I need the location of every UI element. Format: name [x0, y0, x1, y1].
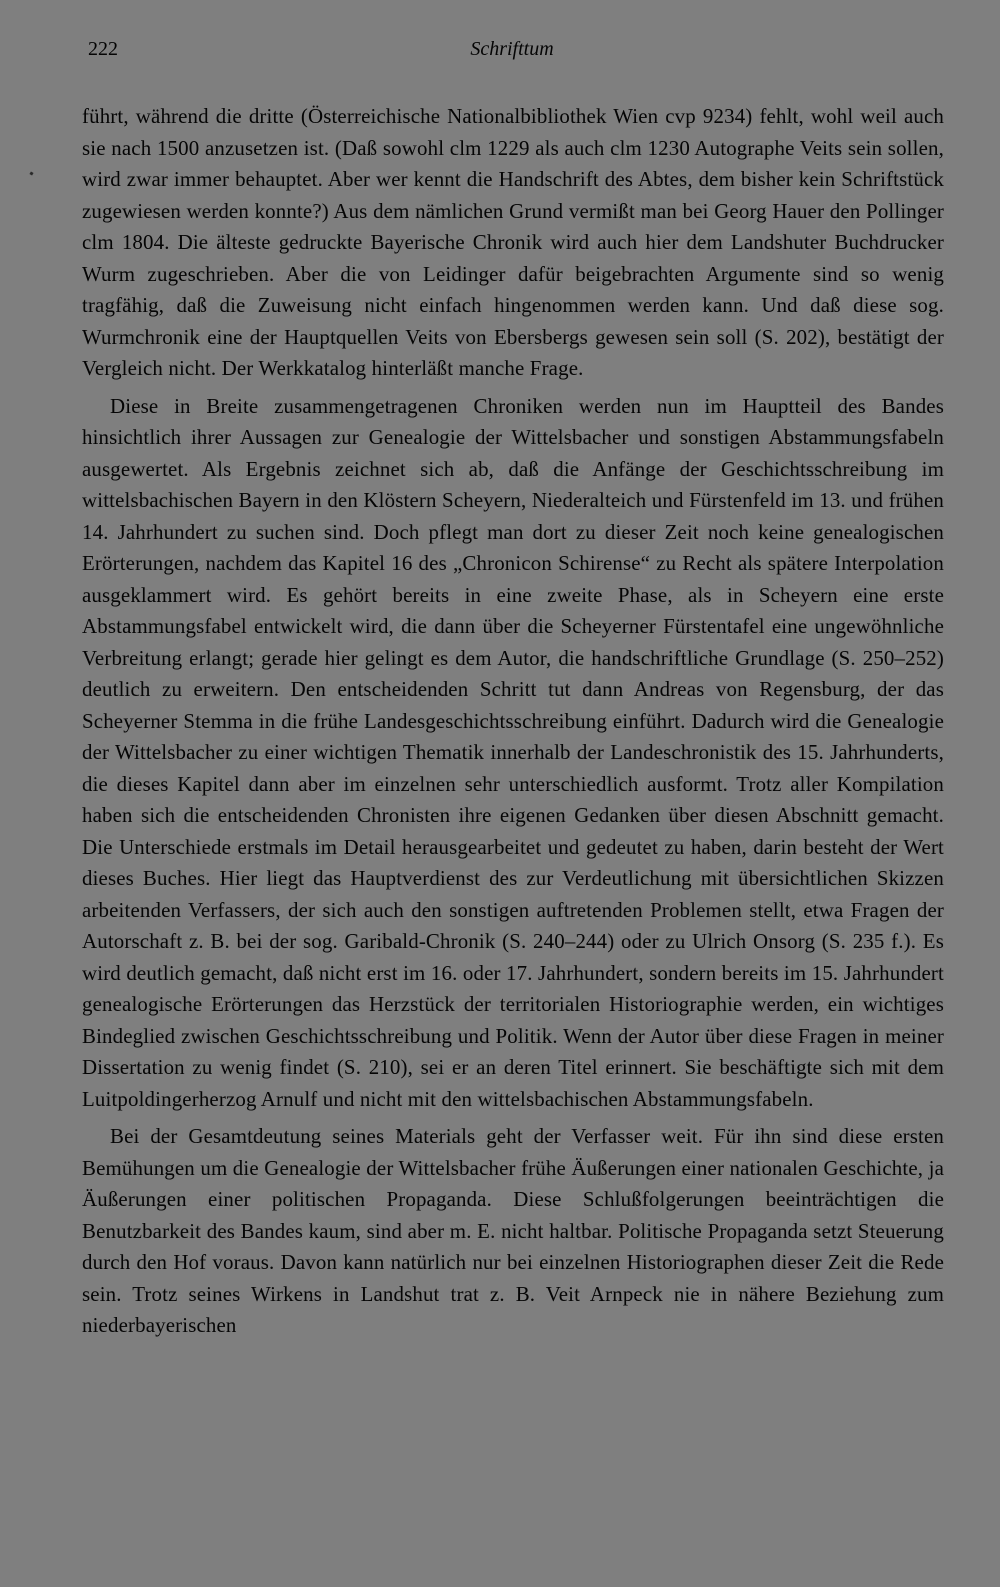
paragraph: führt, während die dritte (Österreichische Nationalbibliothek Wien cvp 9234) fehlt, wohl weil auch sie nach 1500 anzusetzen ist. (Daß sowohl clm 1229 als auch clm 1230 Autographe Veits sein sollen, wird zwar immer behauptet. Aber wer kennt die Handschrift des Abtes, dem bisher kein Schriftstück zugewiesen werden konnte?) Aus dem nämlichen Grund vermißt man bei Georg Hauer den Pollinger clm 1804. Die älteste gedruckte Bayerische Chronik wird auch hier dem Landshuter Buchdrucker Wurm zugeschrieben. Aber die von Leidinger dafür beigebrachten Argumente sind so wenig tragfähig, daß die Zuweisung nicht einfach hingenommen werden kann. Und daß diese sog. Wurmchronik eine der Hauptquellen Veits von Ebersbergs gewesen sein soll (S. 202), bestätigt der Vergleich nicht. Der Werkkatalog hinterläßt manche Frage.: [82, 104, 944, 380]
running-head: [82, 34, 942, 66]
paragraph: Bei der Gesamtdeutung seines Materials geht der Verfasser weit. Für ihn sind diese ersten Bemühungen um die Genealogie der Wittelsbacher frühe Äußerungen einer nationalen Geschichte, ja Äußerungen einer politischen Propaganda. Diese Schlußfolgerungen beeinträchtigen die Benutzbarkeit des Bandes kaum, sind aber m. E. nicht haltbar. Politische Propaganda setzt Steuerung durch den Hof voraus. Davon kann natürlich nur bei einzelnen Historiographen dieser Zeit die Rede sein. Trotz seines Wirkens in Landshut trat z. B. Veit Arnpeck nie in nähere Beziehung zum niederbayerischen: [82, 1124, 944, 1337]
running-title: Schrifttum: [470, 38, 554, 60]
scan-speck: [29, 171, 33, 175]
page-number: 222: [88, 38, 118, 60]
paragraph: Diese in Breite zusammengetragenen Chroniken werden nun im Hauptteil des Bandes hinsichtlich ihrer Aussagen zur Genealogie der Wittelsbacher und sonstigen Abstammungsfabeln ausgewertet. Als Ergebnis zeichnet sich ab, daß die Anfänge der Geschichtsschreibung im wittelsbachischen Bayern in den Klöstern Scheyern, Niederalteich und Fürstenfeld im 13. und frühen 14. Jahrhundert zu suchen sind. Doch pflegt man dort zu dieser Zeit noch keine genealogischen Erörterungen, nachdem das Kapitel 16 des „Chronicon Schirense“ zu Recht als spätere Interpolation ausgeklammert wird. Es gehört bereits in eine zweite Phase, als in Scheyern eine erste Abstammungsfabel entwickelt wird, die dann über die Scheyerner Fürstentafel eine ungewöhnliche Verbreitung erlangt; gerade hier gelingt es dem Autor, die handschriftliche Grundlage (S. 250–252) deutlich zu erweitern. Den entscheidenden Schritt tut dann Andreas von Regensburg, der das Scheyerner Stemma in die frühe Landesgeschichtsschreibung einführt. Dadurch wird die Genealogie der Wittelsbacher zu einer wichtigen Thematik innerhalb der Landeschronistik des 15. Jahrhunderts, die dieses Kapitel dann aber im einzelnen sehr unterschiedlich ausformt. Trotz aller Kompilation haben sich die entscheidenden Chronisten ihre eigenen Gedanken über diesen Abschnitt gemacht. Die Unterschiede erstmals im Detail herausgearbeitet und gedeutet zu haben, darin besteht der Wert dieses Buches. Hier liegt das Hauptverdienst des zur Verdeutlichung mit übersichtlichen Skizzen arbeitenden Verfassers, der sich auch den sonstigen auftretenden Problemen stellt, etwa Fragen der Autorschaft z. B. bei der sog. Garibald-Chronik (S. 240–244) oder zu Ulrich Onsorg (S. 235 f.). Es wird deutlich gemacht, daß nicht erst im 16. oder 17. Jahrhundert, sondern bereits im 15. Jahrhundert genealogische Erörterungen das Herzstück der territorialen Historiographie werden, ein wichtiges Bindeglied zwischen Geschichtsschreibung und Politik. Wenn der Autor über diese Fragen in meiner Dissertation zu wenig findet (S. 210), sei er an deren Titel erinnert. Sie beschäftigte sich mit dem Luitpoldingerherzog Arnulf und nicht mit den wittelsbachischen Abstammungsfabeln.: [82, 393, 944, 1111]
body-text: [82, 101, 944, 1348]
